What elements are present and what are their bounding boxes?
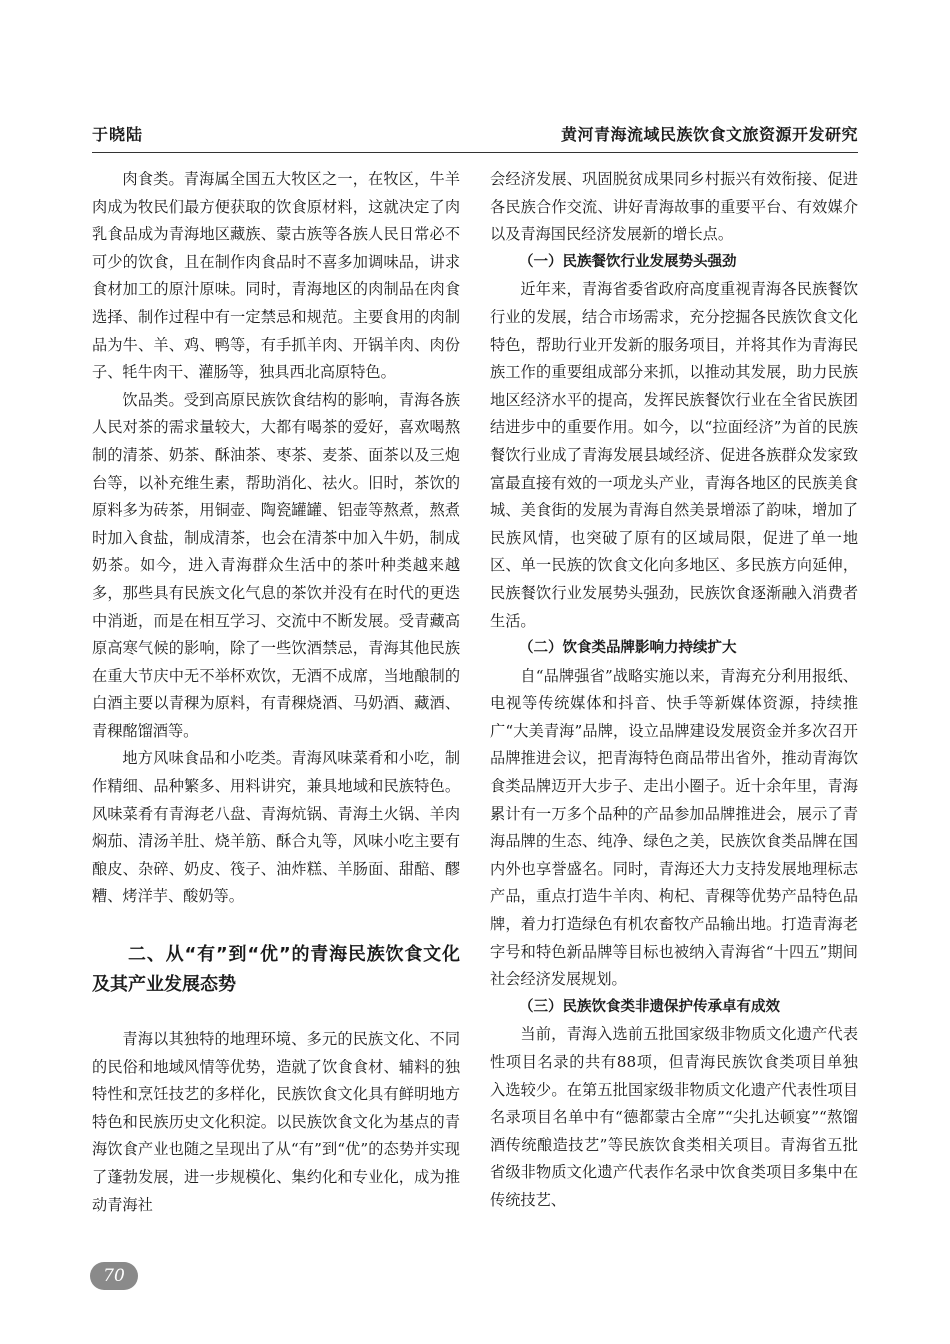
running-header-title: 黄河青海流域民族饮食文旅资源开发研究 — [560, 125, 858, 144]
paragraph-catering: 近年来，青海省委省政府高度重视青海各民族餐饮行业的发展，结合市场需求，充分挖掘各民族饮食文化特色，帮助行业开发新的服务项目，并将其作为青海民族工作的重要组成部分来抓，以推动其发展，助力民族地区经济水平的提高，发挥民族餐饮行业在全省民族团结进步中的重要作用。如今，以“拉面经济”为首的民族餐饮行业成了青海发展县域经济、促进各族群众发家致富最直接有效的一项龙头产业，青海各地区的民族美食城、美食街的发展为青海自然美景增添了韵味，增加了民族风情，也突破了原有的区域局限，促进了单一地区、单一民族的饮食文化向多地区、多民族方向延伸，民族餐饮行业发展势头强劲，民族饮食逐渐融入消费者生活。 — [490, 280, 858, 630]
subheading-heritage: （三）民族饮食类非遗保护传承卓有成效 — [519, 998, 780, 1015]
header-divider — [92, 152, 858, 153]
paragraph-meat: 肉食类。青海属全国五大牧区之一，在牧区，牛羊肉成为牧民们最方便获取的饮食原材料，这就决定了肉乳食品成为青海地区藏族、蒙古族等各族人民日常必不可少的饮食，且在制作肉食品时不喜多加调味品，讲求食材加工的原汁原味。同时，青海地区的肉制品在肉食选择、制作过程中有一定禁忌和规范。主要食用的肉制品为牛、羊、鸡、鸭等，有手抓羊肉、开锅羊肉、肉份子、牦牛肉干、灌肠等，独具西北高原特色。 — [92, 170, 460, 382]
paragraph-drinks: 饮品类。受到高原民族饮食结构的影响，青海各族人民对茶的需求量较大，大都有喝茶的爱好，喜欢喝熬制的清茶、奶茶、酥油茶、枣茶、麦茶、面茶以及三炮台等，以补充维生素，帮助消化、祛火。旧时，茶饮的原料多为砖茶，用铜壶、陶瓷罐罐、铝壶等熬煮，熬煮时加入食盐，制成清茶，也会在清茶中加入牛奶，制成奶茶。如今，进入青海群众生活中的茶叶种类越来越多，那些具有民族文化气息的茶饮并没有在时代的更迭中消逝，而是在相互学习、交流中不断发展。受青藏高原高寒气候的影响，除了一些饮酒禁忌，青海其他民族在重大节庆中无不举杯欢饮，无酒不成席，当地酿制的白酒主要以青稞为原料，有青稞烧酒、马奶酒、藏酒、青稞酩馏酒等。 — [92, 390, 460, 740]
section-heading: 二、从“有”到“优”的青海民族饮食文化及其产业发展态势 — [92, 944, 460, 996]
subheading-brand: （二）饮食类品牌影响力持续扩大 — [519, 640, 737, 657]
running-header-author: 于晓陆 — [92, 125, 144, 144]
paragraph-local-food: 地方风味食品和小吃类。青海风味菜肴和小吃，制作精细、品种繁多、用料讲究，兼具地域和民族特色。风味菜肴有青海老八盘、青海炕锅、青海土火锅、羊肉焖茄、清汤羊肚、烧羊筋、酥合丸等，风味小吃主要有酿皮、杂碎、奶皮、筏子、油炸糕、羊肠面、甜醅、醪糟、烤洋芋、酸奶等。 — [92, 749, 460, 906]
paragraph-continuation: 会经济发展、巩固脱贫成果同乡村振兴有效衔接、促进各民族合作交流、讲好青海故事的重要平台、有效媒介以及青海国民经济发展新的增长点。 — [490, 170, 858, 244]
paragraph-heritage: 当前，青海入选前五批国家级非物质文化遗产代表性项目名录的共有88项，但青海民族饮食类项目单独入选较少。在第五批国家级非物质文化遗产代表性项目名录项目名单中有“德都蒙古全席”“尖扎达顿宴”“熬馏酒传统酿造技艺”等民族饮食类相关项目。青海省五批省级非物质文化遗产代表作名录中饮食类项目多集中在传统技艺、 — [490, 1025, 858, 1209]
subheading-catering: （一）民族餐饮行业发展势头强劲 — [519, 253, 737, 270]
left-column — [92, 166, 460, 1219]
paragraph-brand: 自“品牌强省”战略实施以来，青海充分利用报纸、电视等传统媒体和抖音、快手等新媒体资源，持续推广“大美青海”品牌，设立品牌建设发展资金并多次召开品牌推进会议，把青海特色商品带出省外，推动青海饮食类品牌迈开大步子、走出小圈子。近十余年里，青海累计有一万多个品种的产品参加品牌推进会，展示了青海品牌的生态、纯净、绿色之美，民族饮食类品牌在国内外也享誉盛名。同时，青海还大力支持发展地理标志产品，重点打造牛羊肉、枸杞、青稞等优势产品特色品牌，着力打造绿色有机农畜牧产品输出地。打造青海老字号和特色新品牌等目标也被纳入青海省“十四五”期间社会经济发展规划。 — [490, 666, 858, 989]
right-column — [490, 166, 858, 1215]
page-number-badge: 70 — [90, 1262, 138, 1290]
paragraph-section-intro: 青海以其独特的地理环境、多元的民族文化、不同的民俗和地域风情等优势，造就了饮食食材、辅料的独特性和烹饪技艺的多样化，民族饮食文化具有鲜明地方特色和民族历史文化积淀。以民族饮食文化为基点的青海饮食产业也随之呈现出了从“有”到“优”的态势并实现了蓬勃发展，进一步规模化、集约化和专业化，成为推动青海社 — [92, 1030, 460, 1214]
